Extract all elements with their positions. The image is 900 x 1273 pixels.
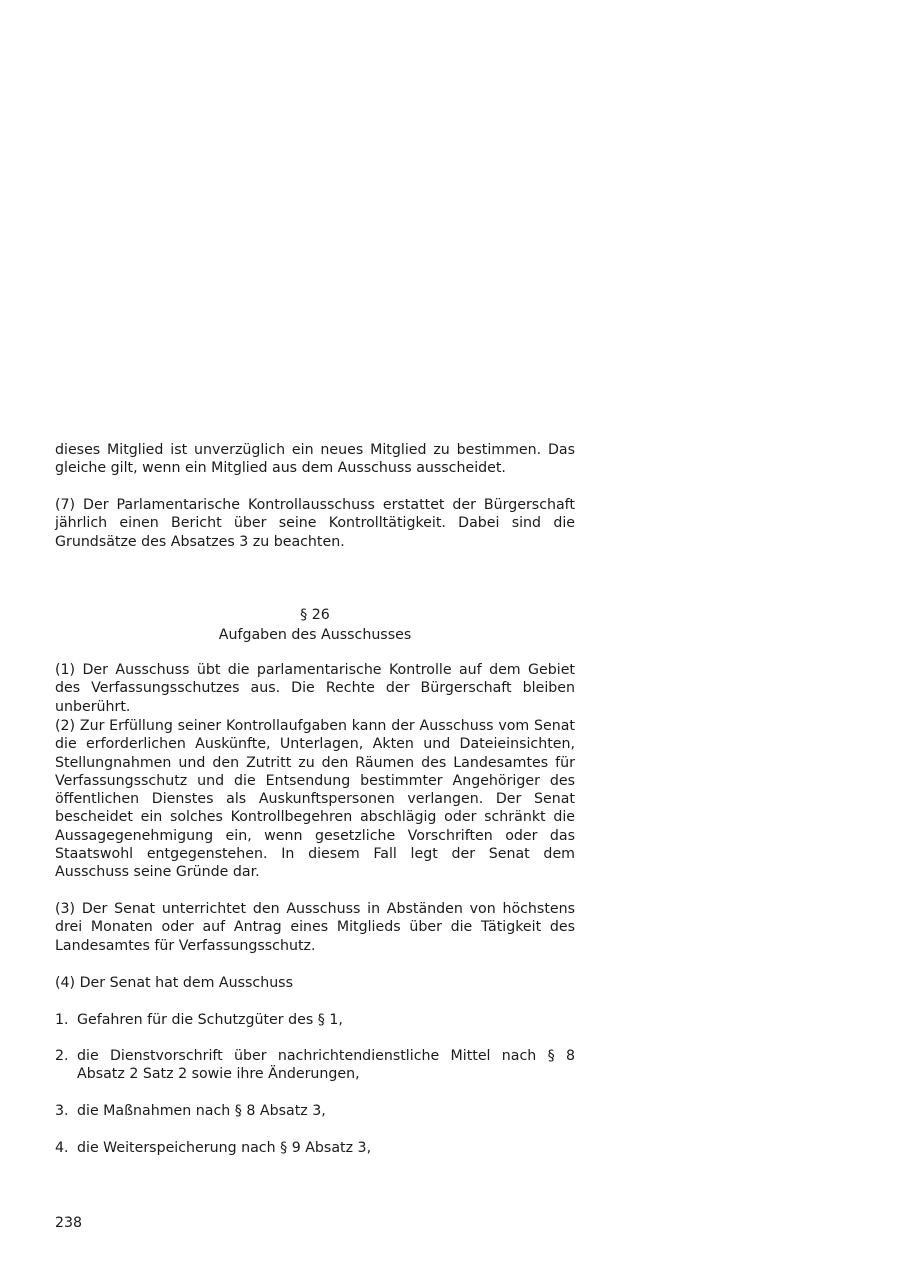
section-title: Aufgaben des Ausschusses: [218, 627, 412, 643]
list-item-text: die Dienstvorschrift über nachrichtendienstliche Mittel nach § 8 Absatz 2 Satz 2 sowie ihre Änderungen,: [77, 1048, 575, 1083]
paragraph-3: (3) Der Senat unterrichtet den Ausschuss in Abständen von höchstens drei Monaten oder auf Antrag eines Mitglieds über die Tätigkeit des Landesamtes für Verfassungsschutz.: [55, 901, 575, 954]
paragraph-2: (2) Zur Erfüllung seiner Kontrollaufgaben kann der Ausschuss vom Senat die erforderlichen Auskünfte, Unterlagen, Akten und Dateieinsichten, Stellungnahmen und den Zutritt zu den Räumen des Landesamtes für Verfassungsschutz und die Entsendung bestimmter Angehöriger des öffentlichen Dienstes als Auskunftspersonen verlangen. Der Senat bescheidet ein solches Kontrollbegehren abschlägig oder schränkt die Aussagegenehmigung ein, wenn gesetzliche Vorschriften oder das Staatswohl entgegenstehen. In diesem Fall legt der Senat dem Ausschuss seine Gründe dar.: [55, 718, 575, 881]
list-item-text: die Maßnahmen nach § 8 Absatz 3,: [77, 1103, 326, 1119]
paragraph-4-intro: (4) Der Senat hat dem Ausschuss: [55, 975, 293, 991]
list-item-number: 3.: [55, 1103, 69, 1119]
list-item: [55, 1011, 575, 1029]
list-item-text: Gefahren für die Schutzgüter des § 1,: [77, 1012, 343, 1028]
list-item-text: die Weiterspeicherung nach § 9 Absatz 3,: [77, 1140, 372, 1156]
list-item-number: 2.: [55, 1048, 69, 1064]
list-item: [55, 1102, 575, 1120]
paragraph-1: (1) Der Ausschuss übt die parlamentarische Kontrolle auf dem Gebiet des Verfassungsschutzes aus. Die Rechte der Bürgerschaft bleiben unberührt.: [55, 662, 575, 715]
list-item: [55, 1047, 575, 1084]
list-item-number: 1.: [55, 1012, 69, 1028]
list-item-number: 4.: [55, 1140, 69, 1156]
carryover-paragraph: dieses Mitglied ist unverzüglich ein neues Mitglied zu bestimmen. Das gleiche gilt, wenn ein Mitglied aus dem Ausschuss ausscheidet.: [55, 442, 575, 477]
list-item: [55, 1139, 575, 1157]
section-number: § 26: [300, 607, 330, 623]
page-number: 238: [55, 1215, 83, 1231]
paragraph-7: (7) Der Parlamentarische Kontrollausschuss erstattet der Bürgerschaft jährlich einen Bericht über seine Kontrolltätigkeit. Dabei sind die Grundsätze des Absatzes 3 zu beachten.: [55, 497, 575, 550]
